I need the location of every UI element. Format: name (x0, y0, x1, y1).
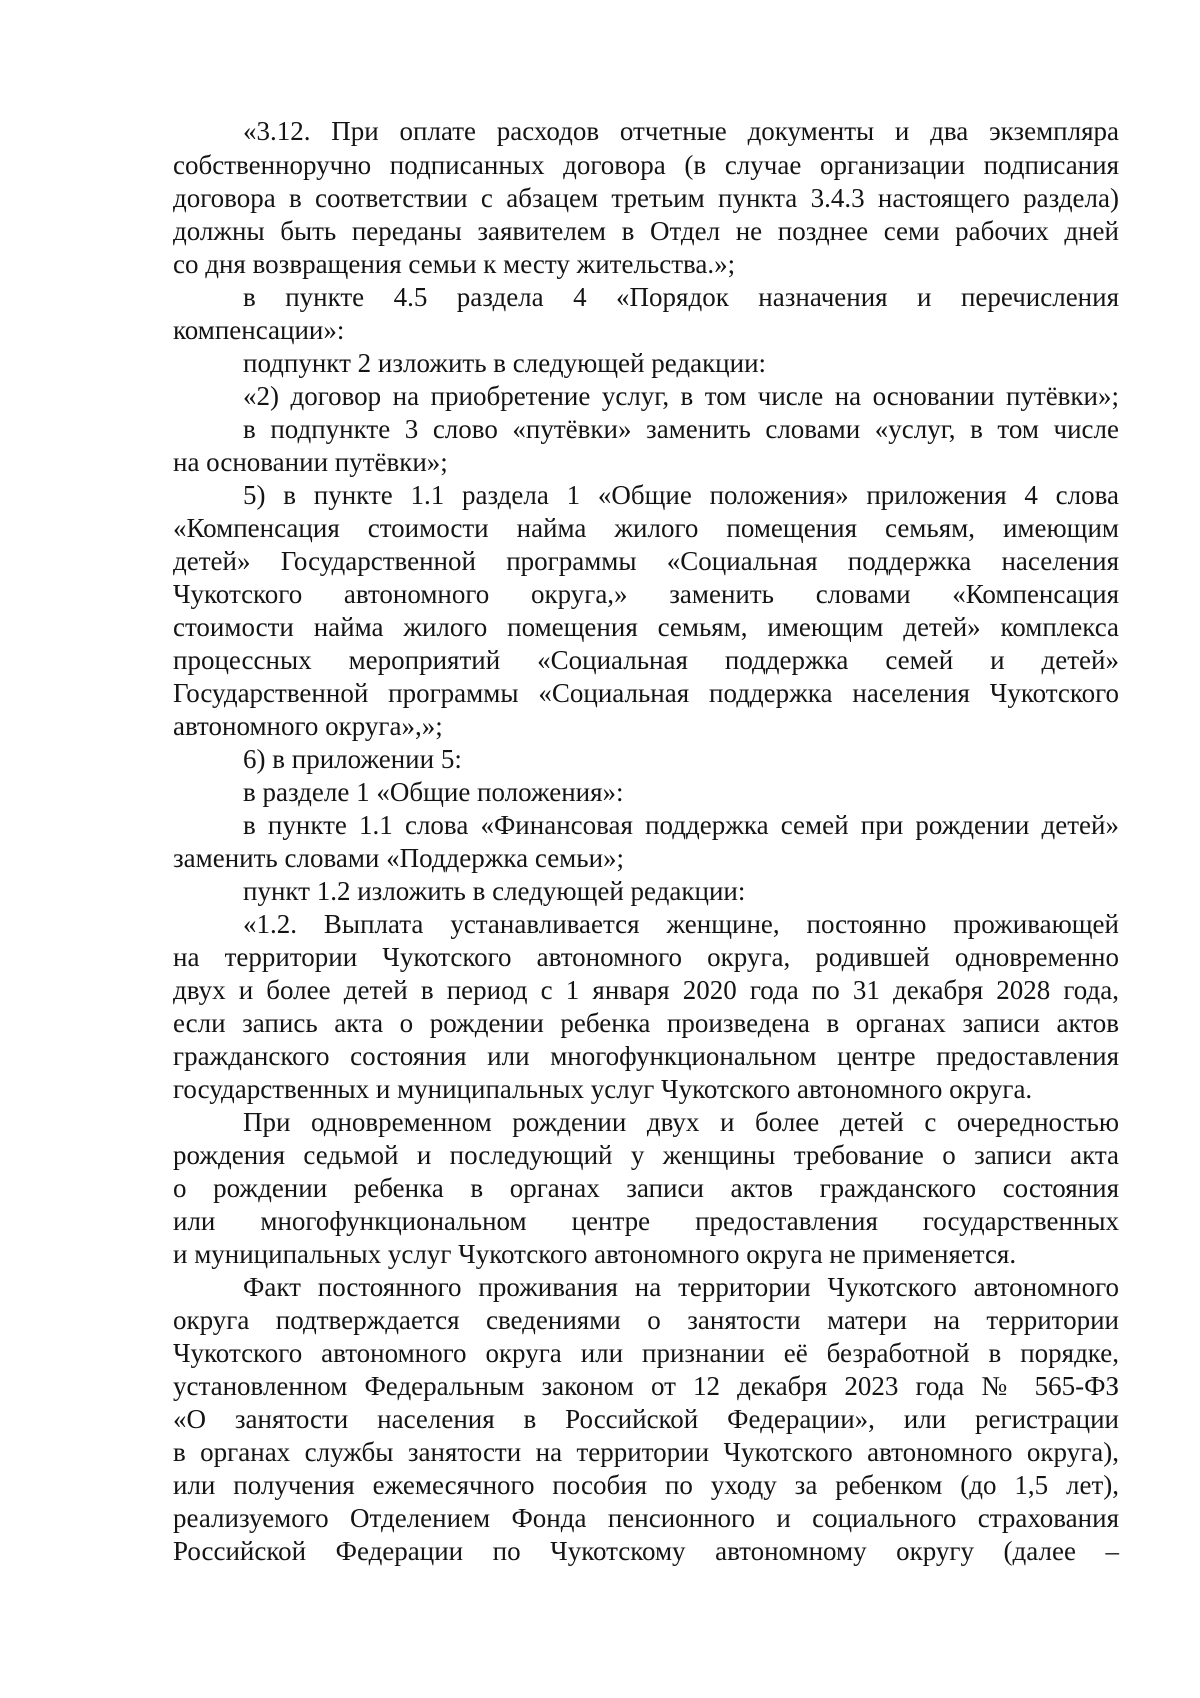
text-line: на территории Чукотского автономного округа, родившей одновременно (173, 942, 1119, 972)
text-line: рождения седьмой и последующий у женщины требование о записи акта (173, 1140, 1119, 1170)
text-line: должны быть переданы заявителем в Отдел не позднее семи рабочих дней (173, 216, 1119, 246)
text-line: о рождении ребенка в органах записи актов гражданского состояния (173, 1173, 1119, 1203)
text-line: в пункте 1.1 слова «Финансовая поддержка семей при рождении детей» (243, 810, 1119, 840)
text-line: При одновременном рождении двух и более детей с очередностью (243, 1107, 1119, 1137)
text-line: государственных и муниципальных услуг Чукотского автономного округа. (173, 1074, 1033, 1104)
text-line: установленном Федеральным законом от 12 декабря 2023 года № 565-ФЗ (173, 1371, 1119, 1401)
text-line: детей» Государственной программы «Социальная поддержка населения (173, 546, 1119, 576)
text-line: процессных мероприятий «Социальная поддержка семей и детей» (173, 645, 1119, 675)
text-line: пункт 1.2 изложить в следующей редакции: (243, 876, 746, 906)
text-line: в разделе 1 «Общие положения»: (243, 777, 624, 807)
text-line: 5) в пункте 1.1 раздела 1 «Общие положения» приложения 4 слова (243, 480, 1119, 510)
text-line: если запись акта о рождении ребенка произведена в органах записи актов (173, 1008, 1119, 1038)
text-line: Чукотского автономного округа или признании её безработной в порядке, (173, 1338, 1119, 1368)
text-line: Факт постоянного проживания на территории Чукотского автономного (243, 1272, 1119, 1302)
text-line: стоимости найма жилого помещения семьям, имеющим детей» комплекса (173, 612, 1119, 642)
text-line: «Компенсация стоимости найма жилого помещения семьям, имеющим (173, 513, 1119, 543)
text-line: компенсации»: (173, 315, 345, 345)
text-line: «1.2. Выплата устанавливается женщине, постоянно проживающей (243, 909, 1119, 939)
text-line: гражданского состояния или многофункциональном центре предоставления (173, 1041, 1119, 1071)
text-line: в пункте 4.5 раздела 4 «Порядок назначения и перечисления (243, 282, 1119, 312)
text-line: Российской Федерации по Чукотскому автономному округу (далее – (173, 1536, 1119, 1566)
text-line: «2) договор на приобретение услуг, в том числе на основании путёвки»; (243, 381, 1119, 411)
text-line: или получения ежемесячного пособия по уходу за ребенком (до 1,5 лет), (173, 1470, 1119, 1500)
text-line: двух и более детей в период с 1 января 2020 года по 31 декабря 2028 года, (173, 975, 1119, 1005)
text-line: собственноручно подписанных договора (в случае организации подписания (173, 150, 1119, 180)
text-line: на основании путёвки»; (173, 447, 448, 477)
text-line: 6) в приложении 5: (243, 744, 462, 774)
text-line: автономного округа»,»; (173, 711, 443, 741)
text-line: заменить словами «Поддержка семьи»; (173, 843, 625, 873)
text-line: со дня возвращения семьи к месту жительства.»; (173, 249, 736, 279)
text-line: округа подтверждается сведениями о занятости матери на территории (173, 1305, 1119, 1335)
text-line: Государственной программы «Социальная поддержка населения Чукотского (173, 678, 1119, 708)
text-line: подпункт 2 изложить в следующей редакции: (243, 348, 767, 378)
text-line: в органах службы занятости на территории Чукотского автономного округа), (173, 1437, 1119, 1467)
text-line: или многофункциональном центре предоставления государственных (173, 1206, 1119, 1236)
text-line: Чукотского автономного округа,» заменить словами «Компенсация (173, 579, 1119, 609)
text-line: реализуемого Отделением Фонда пенсионного и социального страхования (173, 1503, 1119, 1533)
text-line: договора в соответствии с абзацем третьим пункта 3.4.3 настоящего раздела) (173, 183, 1119, 213)
text-line: и муниципальных услуг Чукотского автономного округа не применяется. (173, 1239, 1017, 1269)
text-line: в подпункте 3 слово «путёвки» заменить словами «услуг, в том числе (243, 414, 1119, 444)
text-line: «О занятости населения в Российской Федерации», или регистрации (173, 1404, 1119, 1434)
text-line: «3.12. При оплате расходов отчетные документы и два экземпляра (243, 116, 1119, 146)
